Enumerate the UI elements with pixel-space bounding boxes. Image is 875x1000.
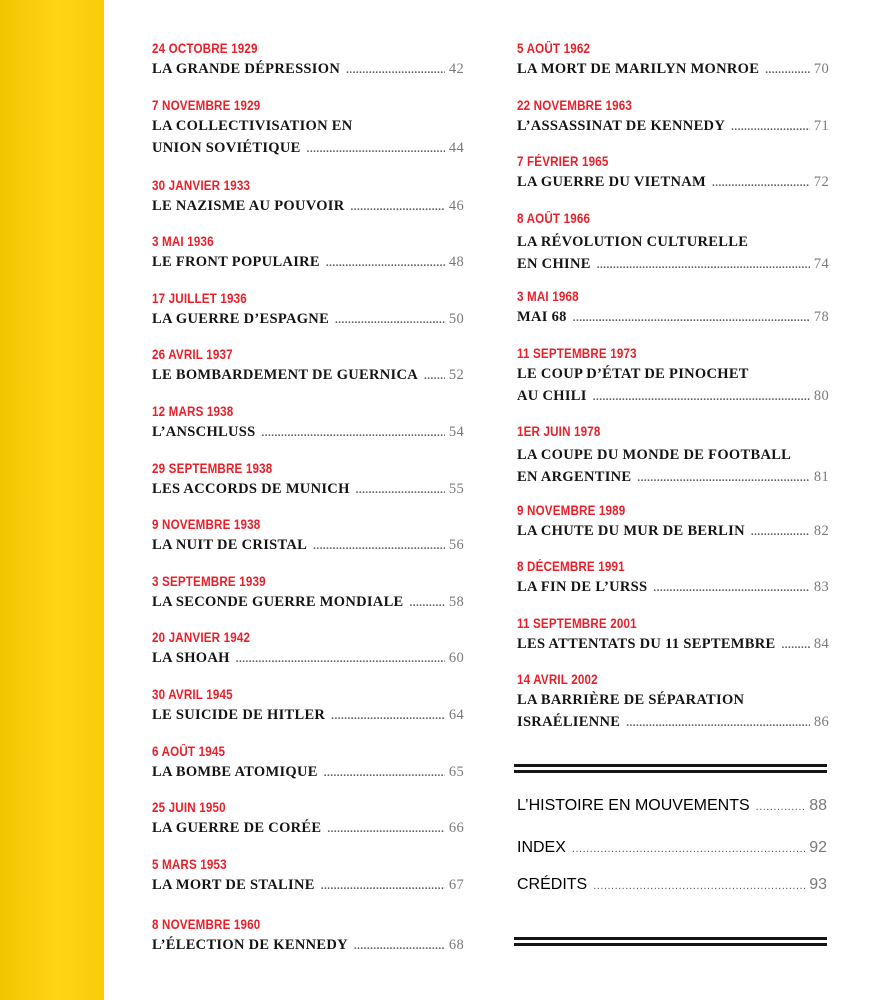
- entry-title: L’ÉLECTION DE KENNEDY: [152, 936, 348, 953]
- entry-date: 7 NOVEMBRE 1929: [152, 97, 261, 113]
- page-number: 55: [448, 480, 464, 497]
- page-number: 58: [448, 593, 464, 610]
- toc-entry[interactable]: [517, 615, 829, 672]
- back-matter-label: L’HISTOIRE EN MOUVEMENTS: [517, 797, 750, 814]
- dot-leader: [572, 843, 805, 855]
- entry-date: 1ER JUIN 1978: [517, 424, 601, 439]
- dot-leader: [593, 880, 805, 892]
- dot-leader: [637, 467, 810, 489]
- dot-leader: [326, 252, 445, 274]
- dot-leader: [593, 386, 810, 408]
- entry-title: LA GUERRE D’ESPAGNE: [152, 310, 330, 327]
- entry-date: 6 AOÛT 1945: [152, 743, 226, 759]
- entry-title-cont: EN CHINE: [517, 255, 591, 272]
- toc-entry[interactable]: [517, 502, 829, 559]
- entry-title: LA COUPE DU MONDE DE FOOTBALL: [517, 447, 792, 463]
- entry-date: 8 NOVEMBRE 1960: [152, 916, 261, 932]
- page-number: 72: [813, 174, 829, 190]
- page-number: 70: [813, 61, 829, 77]
- page-number: 48: [448, 254, 464, 271]
- entry-date: 14 AVRIL 2002: [517, 672, 598, 687]
- page-number: 54: [448, 423, 464, 440]
- entry-title: LA CHUTE DU MUR DE BERLIN: [517, 522, 745, 539]
- entry-title: LE COUP D’ÉTAT DE PINOCHET: [517, 365, 749, 382]
- dot-leader: [756, 801, 806, 813]
- toc-entry[interactable]: [517, 558, 829, 615]
- toc-entry[interactable]: [517, 671, 829, 750]
- dot-leader: [327, 818, 445, 840]
- entry-title: LA SECONDE GUERRE MONDIALE: [152, 593, 404, 610]
- entry-date: 17 JUILLET 1936: [152, 290, 247, 306]
- toc-entry[interactable]: [152, 97, 464, 177]
- toc-entry[interactable]: [152, 743, 464, 800]
- dot-leader: [324, 762, 445, 784]
- page-number: 66: [448, 820, 464, 837]
- entry-title: LE NAZISME AU POUVOIR: [152, 197, 345, 214]
- entry-title: LA NUIT DE CRISTAL: [152, 537, 308, 554]
- toc-entry[interactable]: [152, 346, 464, 403]
- dot-leader: [573, 307, 810, 329]
- toc-entry[interactable]: [517, 97, 829, 154]
- entry-title: LA FIN DE L’URSS: [517, 579, 648, 595]
- toc-entry[interactable]: [152, 629, 464, 686]
- dot-leader: [346, 59, 445, 81]
- entry-date: 12 MARS 1938: [152, 403, 234, 419]
- toc-entry[interactable]: [517, 288, 829, 345]
- entry-title: LES ACCORDS DE MUNICH: [152, 480, 350, 497]
- back-matter-label: CRÉDITS: [517, 876, 588, 893]
- entry-title: LE SUICIDE DE HITLER: [152, 706, 326, 723]
- toc-entry[interactable]: [152, 290, 464, 347]
- entry-title: LA GUERRE DU VIETNAM: [517, 174, 707, 190]
- toc-entry[interactable]: [517, 345, 829, 424]
- page-number: 81: [813, 469, 829, 485]
- toc-entry[interactable]: [517, 40, 829, 97]
- dot-leader: [597, 254, 810, 276]
- entry-title: LES ATTENTATS DU 11 SEPTEMBRE: [517, 635, 776, 652]
- toc-entry[interactable]: [152, 403, 464, 460]
- page-number: 42: [448, 61, 464, 77]
- entry-title: LA COLLECTIVISATION EN: [152, 117, 353, 134]
- entry-date: 9 NOVEMBRE 1938: [152, 517, 261, 533]
- dot-leader: [354, 935, 445, 957]
- entry-date: 11 SEPTEMBRE 1973: [517, 345, 637, 361]
- dot-leader: [731, 116, 810, 138]
- toc-entry[interactable]: [152, 233, 464, 290]
- toc-entry[interactable]: [152, 799, 464, 856]
- back-matter-history-in-motion[interactable]: [517, 797, 827, 815]
- entry-title: LE BOMBARDEMENT DE GUERNICA: [152, 367, 419, 384]
- dot-leader: [712, 172, 810, 194]
- dot-leader: [335, 309, 445, 331]
- entry-title: LA RÉVOLUTION CULTURELLE: [517, 233, 749, 250]
- entry-date: 22 NOVEMBRE 1963: [517, 97, 633, 113]
- page-number: 67: [448, 876, 464, 893]
- toc-entry[interactable]: [152, 516, 464, 573]
- page-number: 65: [448, 763, 464, 780]
- entry-date: 30 AVRIL 1945: [152, 686, 233, 702]
- page-number: 71: [813, 117, 829, 134]
- dot-leader: [424, 365, 445, 387]
- page-number: 46: [448, 197, 464, 214]
- toc-entry[interactable]: [517, 210, 829, 289]
- entry-date: 8 AOÛT 1966: [517, 210, 591, 226]
- entry-title: LA BOMBE ATOMIQUE: [152, 763, 318, 780]
- page-number: 93: [809, 876, 827, 893]
- toc-entry[interactable]: [152, 856, 464, 916]
- entry-date: 11 SEPTEMBRE 2001: [517, 615, 637, 631]
- page-number: 74: [813, 255, 829, 272]
- entry-date: 7 FÉVRIER 1965: [517, 154, 609, 169]
- page-number: 52: [448, 367, 464, 384]
- page-number: 50: [448, 310, 464, 327]
- dot-leader: [313, 535, 445, 557]
- entry-title-cont: ISRAÉLIENNE: [517, 714, 621, 730]
- dot-leader: [351, 196, 445, 218]
- toc-entry[interactable]: [152, 177, 464, 234]
- page-number: 64: [448, 706, 464, 723]
- double-rule-bottom: [514, 937, 827, 946]
- entry-date: 3 MAI 1936: [152, 234, 214, 250]
- toc-entry[interactable]: [152, 40, 464, 97]
- page-number: 78: [813, 309, 829, 325]
- page-number: 44: [448, 139, 464, 156]
- page-number: 83: [813, 579, 829, 595]
- toc-right-column: [517, 40, 829, 750]
- entry-title: LE FRONT POPULAIRE: [152, 254, 320, 271]
- entry-title: LA MORT DE STALINE: [152, 876, 315, 893]
- page-number: 80: [813, 387, 829, 404]
- entry-date: 9 NOVEMBRE 1989: [517, 502, 626, 518]
- entry-date: 3 MAI 1968: [517, 289, 579, 304]
- double-rule-top: [514, 764, 827, 773]
- entry-date: 3 SEPTEMBRE 1939: [152, 573, 266, 589]
- entry-title: LA SHOAH: [152, 650, 230, 667]
- entry-date: 26 AVRIL 1937: [152, 347, 233, 363]
- dot-leader: [410, 592, 445, 614]
- toc-entry[interactable]: [517, 153, 829, 210]
- entry-date: 8 DÉCEMBRE 1991: [517, 559, 625, 574]
- dot-leader: [236, 648, 445, 670]
- yellow-side-bar: [0, 0, 104, 1000]
- entry-date: 24 OCTOBRE 1929: [152, 41, 258, 56]
- dot-leader: [331, 705, 445, 727]
- entry-title-cont: EN ARGENTINE: [517, 469, 632, 485]
- back-matter-label: INDEX: [517, 839, 566, 856]
- entry-date: 30 JANVIER 1933: [152, 177, 251, 193]
- entry-title: LA GUERRE DE CORÉE: [152, 820, 322, 837]
- toc-left-column: [152, 40, 464, 972]
- dot-leader: [262, 422, 445, 444]
- back-matter-index[interactable]: [517, 839, 827, 857]
- entry-title: MAI 68: [517, 309, 567, 325]
- entry-title-cont: UNION SOVIÉTIQUE: [152, 139, 301, 156]
- page-number: 60: [448, 650, 464, 667]
- page-number: 68: [448, 936, 464, 953]
- toc-entry[interactable]: [152, 686, 464, 743]
- entry-date: 5 MARS 1953: [152, 856, 227, 872]
- entry-title: LA BARRIÈRE DE SÉPARATION: [517, 692, 745, 708]
- entry-title-cont: AU CHILI: [517, 387, 587, 404]
- dot-leader: [751, 521, 810, 543]
- dot-leader: [782, 634, 810, 656]
- page-number: 86: [813, 714, 829, 730]
- entry-date: 5 AOÛT 1962: [517, 41, 591, 56]
- back-matter-credits[interactable]: [517, 876, 827, 894]
- entry-date: 29 SEPTEMBRE 1938: [152, 460, 273, 476]
- entry-date: 20 JANVIER 1942: [152, 630, 251, 646]
- toc-entry[interactable]: [152, 573, 464, 630]
- entry-title: L’ANSCHLUSS: [152, 423, 256, 440]
- toc-entry[interactable]: [152, 460, 464, 517]
- toc-entry[interactable]: [152, 916, 464, 973]
- entry-title: LA MORT DE MARILYN MONROE: [517, 61, 760, 77]
- dot-leader: [765, 59, 810, 81]
- page-number: 82: [813, 522, 829, 539]
- dot-leader: [653, 577, 810, 599]
- dot-leader: [626, 712, 810, 734]
- entry-title: L’ASSASSINAT DE KENNEDY: [517, 117, 726, 134]
- dot-leader: [356, 479, 445, 501]
- toc-entry[interactable]: [517, 423, 829, 502]
- page-number: 92: [809, 839, 827, 856]
- page-number: 88: [809, 797, 827, 814]
- entry-title: LA GRANDE DÉPRESSION: [152, 61, 341, 77]
- page-number: 84: [813, 635, 829, 652]
- page-number: 56: [448, 537, 464, 554]
- dot-leader: [321, 875, 445, 897]
- entry-date: 25 JUIN 1950: [152, 800, 226, 816]
- dot-leader: [307, 138, 445, 160]
